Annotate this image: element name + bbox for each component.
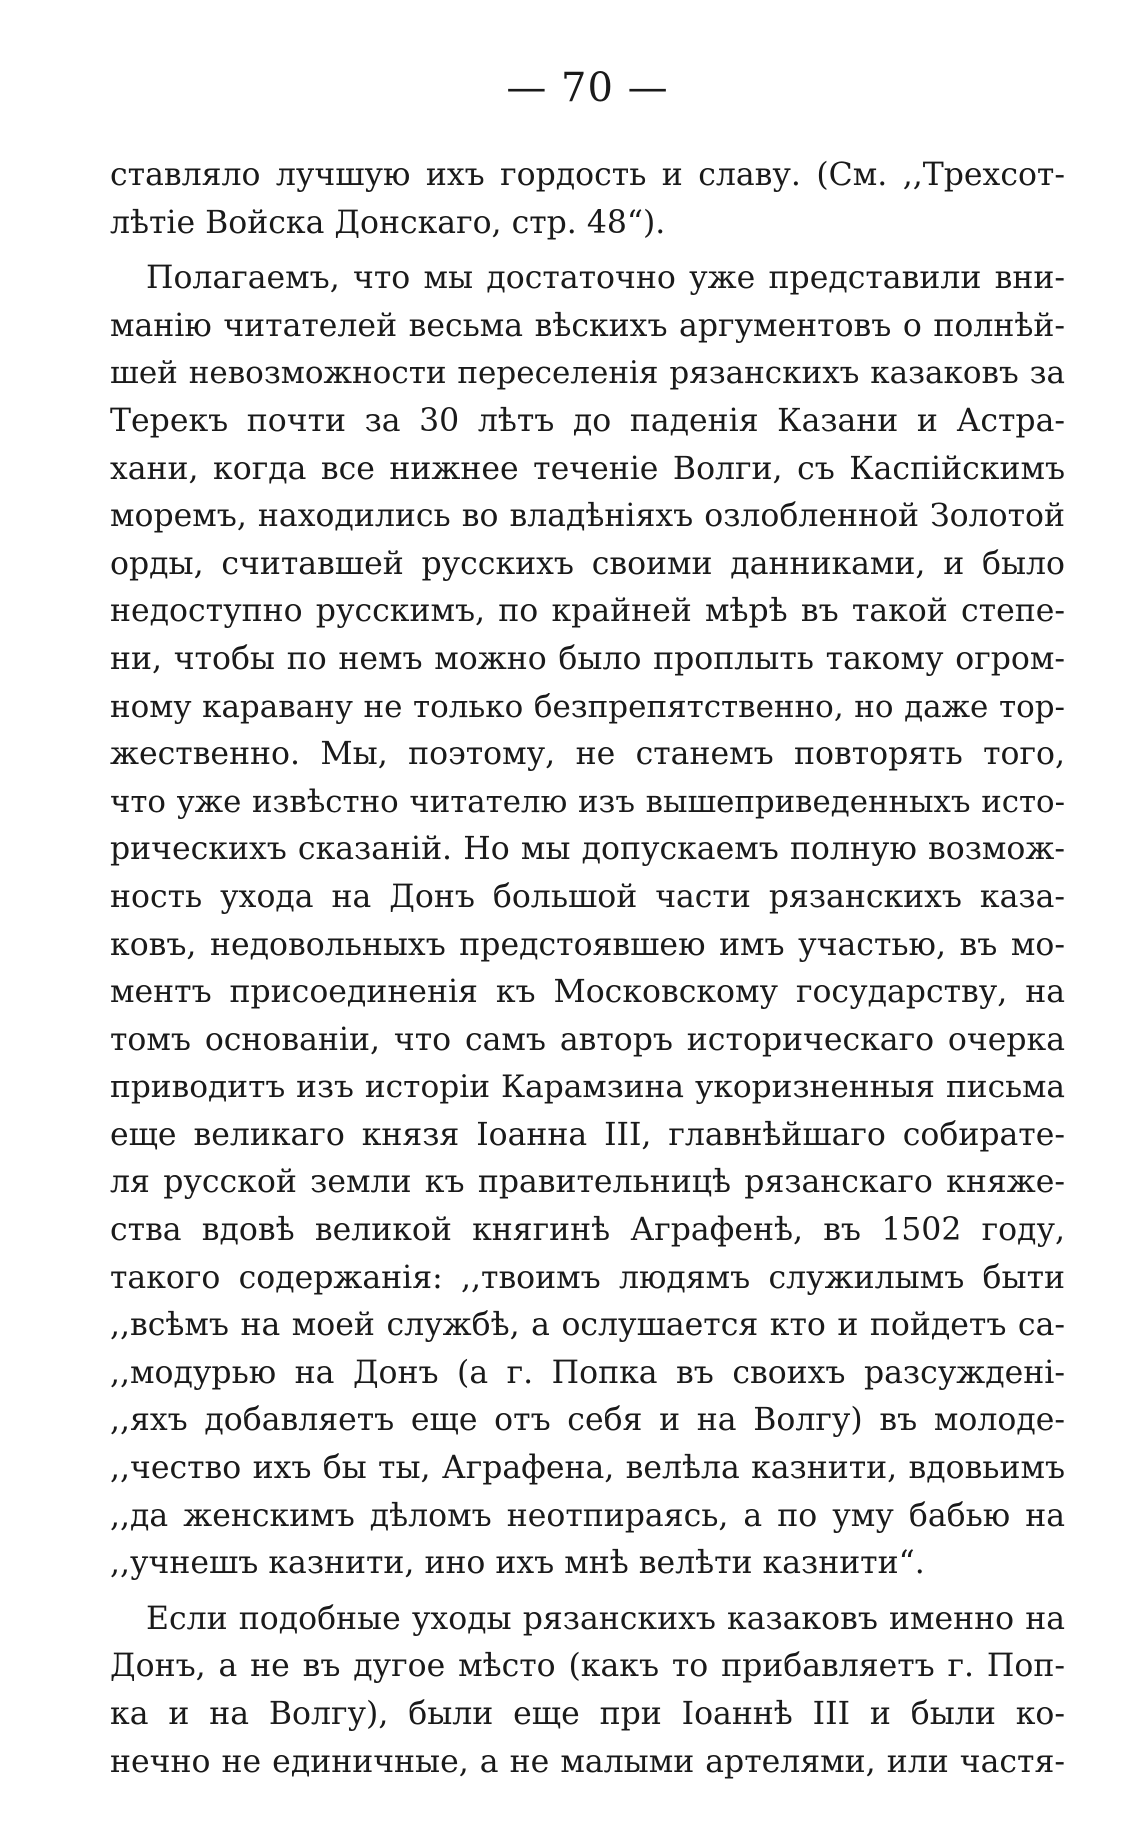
text-line: жественно. Мы, поэтому, не станемъ повторять того, xyxy=(110,736,1065,773)
paragraph-2 xyxy=(110,255,1065,1588)
text-line: ,,модурью на Донъ (а г. Попка въ своихъ разсужденi- xyxy=(110,1354,1065,1391)
text-line: ,,чество ихъ бы ты, Аграфена, велѣла казнити, вдовьимъ xyxy=(110,1450,1065,1487)
text-line: ставляло лучшую ихъ гордость и славу. (См. ,,Трехсот- xyxy=(110,157,1065,193)
text-line: ,,всѣмъ на моей службѣ, а ослушается кто и пойдетъ са- xyxy=(110,1307,1065,1344)
text-line: Если подобные уходы рязанскихъ казаковъ именно на xyxy=(146,1600,1065,1637)
text-line: ,,яхъ добавляетъ еще отъ себя и на Волгу) въ молоде- xyxy=(110,1402,1065,1439)
text-line: Полагаемъ, что мы достаточно уже представили вни- xyxy=(146,260,1065,297)
text-line: ства вдовѣ великой княгинѣ Аграфенѣ, въ 1502 году, xyxy=(110,1212,1065,1249)
paragraph-3 xyxy=(110,1596,1065,1786)
text-line: ковъ, недовольныхъ предстоявшею имъ участью, въ мо- xyxy=(110,926,1065,963)
text-line: Донъ, а не въ дугое мѣсто (какъ то прибавляетъ г. Поп- xyxy=(110,1648,1065,1685)
text-line: ни, чтобы по немъ можно было проплыть такому огром- xyxy=(110,640,1065,677)
text-line: рическихъ сказаній. Но мы допускаемъ полную возмож- xyxy=(110,831,1065,868)
text-line: недоступно русскимъ, по крайней мѣрѣ въ такой степе- xyxy=(110,593,1065,630)
page-number: — 70 — xyxy=(506,65,669,111)
text-line: еще великаго князя Іоанна III, главнѣйшаго собирате- xyxy=(110,1116,1065,1153)
text-line: ка и на Волгу), были еще при Іоаннѣ III и были ко- xyxy=(110,1696,1065,1732)
text-line: ,,да женскимъ дѣломъ неотпираясь, а по уму бабью на xyxy=(110,1497,1065,1534)
text-line: что уже извѣстно читателю изъ вышеприведенныхъ исто- xyxy=(110,783,1065,820)
text-line: хани, когда все нижнее теченіе Волги, съ Каспійскимъ xyxy=(110,450,1065,487)
text-line: приводитъ изъ исторіи Карамзина укоризненныя письма xyxy=(110,1069,1065,1106)
text-line: манію читателей весьма вѣскихъ аргументовъ о полнѣй- xyxy=(110,307,1065,344)
paragraph-1 xyxy=(110,152,1065,247)
text-line: ность ухода на Донъ большой части рязанскихъ каза- xyxy=(110,878,1065,915)
text-line: ному каравану не только безпрепятственно, но даже тор- xyxy=(110,688,1065,725)
text-line: лѣтіе Войска Донскаго, стр. 48“). xyxy=(110,204,666,241)
text-line: ля русской земли къ правительницѣ рязанскаго княже- xyxy=(110,1164,1065,1201)
text-line: Терекъ почти за 30 лѣтъ до паденія Казани и Астра- xyxy=(110,402,1065,439)
text-line: ,,учнешъ казнити, ино ихъ мнѣ велѣти казнити“. xyxy=(110,1545,925,1582)
text-line: такого содержанія: ,,твоимъ людямъ служилымъ быти xyxy=(110,1259,1065,1296)
text-line: орды, считавшей русскихъ своими данниками, и было xyxy=(110,545,1065,582)
text-line: моремъ, находились во владѣніяхъ озлобленной Золотой xyxy=(110,498,1065,535)
text-line: шей невозможности переселенія рязанскихъ казаковъ за xyxy=(110,355,1065,392)
text-line: нечно не единичные, а не малыми артелями, или частя- xyxy=(110,1743,1065,1780)
text-line: ментъ присоединенія къ Московскому государству, на xyxy=(110,974,1065,1011)
document-page xyxy=(110,60,1065,1786)
text-line: томъ основаніи, что самъ авторъ историческаго очерка xyxy=(110,1021,1065,1058)
